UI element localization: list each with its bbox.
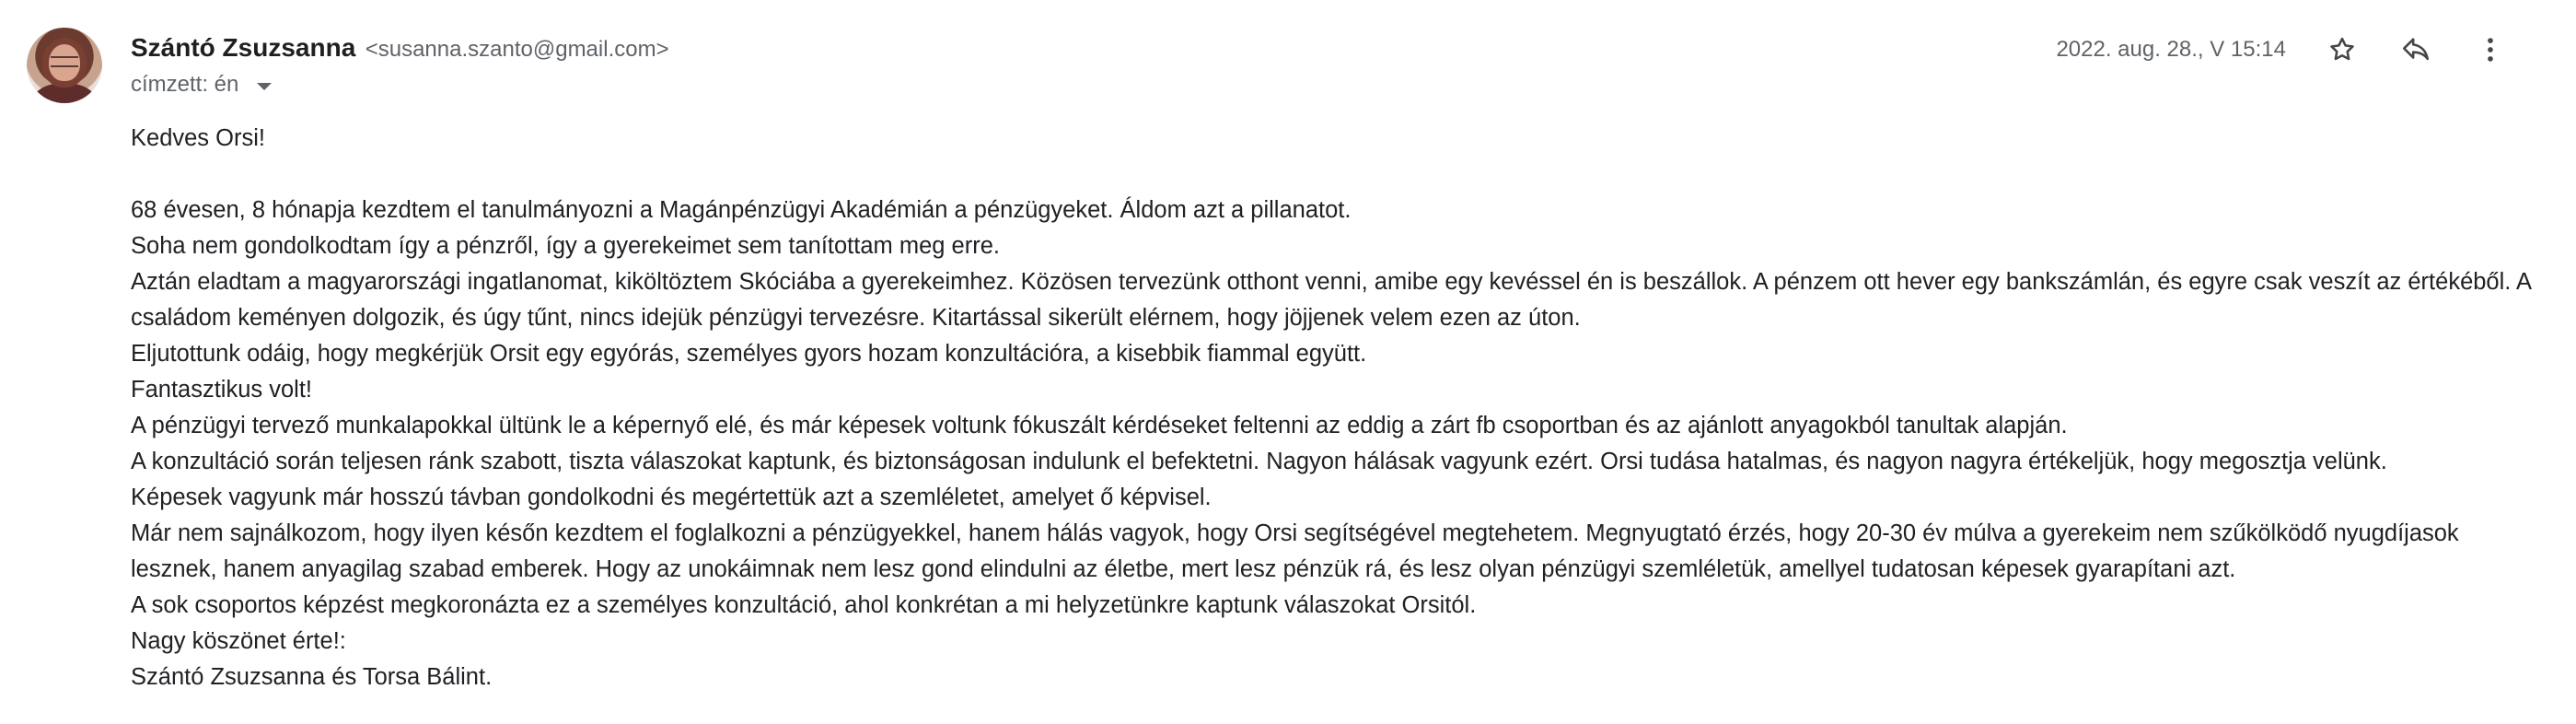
message-paragraph: Aztán eladtam a magyarországi ingatlanomat, kiköltöztem Skóciába a gyerekeimhez. Közösen tervezünk otthont venni, amibe egy kevéssel én is beszállok. A pénzem ott hever egy bankszámlán, és egyre csak veszít az értékéből. A családom keményen dolgozik, és úgy tűnt, nincs idejük pénzügyi tervezésre. Kitartással sikerült elérnem, hogy jöjjenek velem ezen az úton. xyxy=(131,269,2531,331)
chevron-down-icon[interactable] xyxy=(257,83,272,90)
message-paragraph: Fantasztikus volt! xyxy=(131,377,312,403)
sender-avatar[interactable] xyxy=(27,28,102,103)
message-paragraph: A pénzügyi tervező munkalapokkal ültünk le a képernyő elé, és már képesek voltunk fókuszált kérdéseket feltenni az eddig a zárt fb csoportban és az ajánlott anyagokból tanultak alapján. xyxy=(131,413,2068,438)
message-paragraph: Képesek vagyunk már hosszú távban gondolkodni és megértettük azt a szemléletet, amelyet ő képvisel. xyxy=(131,485,1212,510)
star-icon xyxy=(2327,34,2358,65)
reply-button[interactable] xyxy=(2394,28,2438,72)
recipient-line xyxy=(131,72,272,98)
sender-email: <susanna.szanto@gmail.com> xyxy=(365,37,669,62)
message-greeting: Kedves Orsi! xyxy=(131,125,265,151)
star-button[interactable] xyxy=(2320,28,2364,72)
message-paragraph: A konzultáció során teljesen ránk szabott, tiszta válaszokat kaptunk, és biztonságosan indulunk el befektetni. Nagyon hálásak vagyunk ezért. Orsi tudása hatalmas, és nagyon nagyra értékeljük, hogy megosztja velünk. xyxy=(131,449,2387,474)
recipient-label: címzett: én xyxy=(131,72,239,97)
message-paragraph: Eljutottunk odáig, hogy megkérjük Orsit egy egyórás, személyes gyors hozam konzultációra, a kisebbik fiammal együtt. xyxy=(131,341,1367,367)
message-paragraph: 68 évesen, 8 hónapja kezdtem el tanulmányozni a Magánpénzügyi Akadémián a pénzügyeket. Áldom azt a pillanatot. xyxy=(131,197,1352,223)
sender-line xyxy=(131,33,669,63)
message-paragraph: Soha nem gondolkodtam így a pénzről, így a gyerekeimet sem tanítottam meg erre. xyxy=(131,233,1000,259)
sender-name[interactable]: Szántó Zsuzsanna xyxy=(131,33,356,62)
avatar-glasses xyxy=(51,56,78,67)
avatar-shoulders xyxy=(34,83,95,103)
more-options-button[interactable] xyxy=(2468,28,2512,72)
message-signature: Szántó Zsuzsanna és Torsa Bálint. xyxy=(131,664,493,690)
message-paragraph: Már nem sajnálkozom, hogy ilyen későn kezdtem el foglalkozni a pénzügyekkel, hanem hálás vagyok, hogy Orsi segítségével megtehetem. Megnyugtató érzés, hogy 20-30 év múlva a gyerekeim nem szűkölködő nyugdíjasok lesznek, hanem anyagilag szabad emberek. Hogy az unokáimnak nem lesz gond elindulni az életbe, mert lesz pénzük rá, és lesz olyan pénzügyi szemléletük, amellyel tudatosan képesek gyarapítani azt. xyxy=(131,520,2459,582)
reply-icon xyxy=(2400,34,2431,65)
message-paragraph: A sok csoportos képzést megkoronázta ez a személyes konzultáció, ahol konkrétan a mi helyzetünkre kaptunk válaszokat Orsitól. xyxy=(131,592,1477,618)
message-date: 2022. aug. 28., V 15:14 xyxy=(2056,37,2286,62)
message-body xyxy=(131,121,2543,695)
message-paragraph: Nagy köszönet érte!: xyxy=(131,628,346,654)
more-vertical-icon xyxy=(2475,34,2506,65)
